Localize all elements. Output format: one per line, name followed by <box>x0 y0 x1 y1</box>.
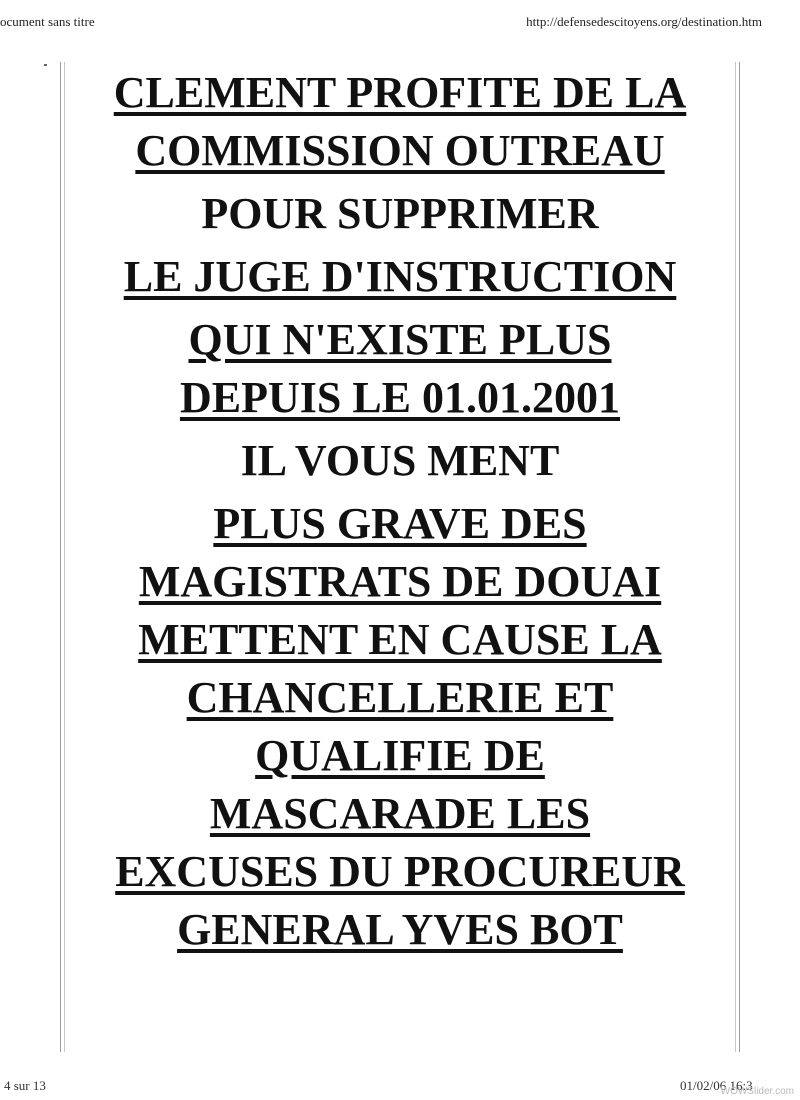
watermark-logo: WOWSlider.com <box>720 1086 794 1097</box>
headline-line <box>66 785 734 843</box>
headline-line <box>66 669 734 727</box>
headline-text: PLUS GRAVE DES <box>213 499 587 548</box>
page-frame-left-rule <box>60 62 61 1052</box>
headline-text: EXCUSES DU PROCUREUR <box>115 847 685 896</box>
headline-line <box>66 369 734 427</box>
print-footer-page-indicator: 4 sur 13 <box>4 1078 46 1093</box>
headline-line <box>66 122 734 180</box>
headline-text: DEPUIS LE 01.01.2001 <box>179 373 621 422</box>
headline-text: COMMISSION OUTREAU <box>135 126 665 175</box>
headline-text: METTENT EN CAUSE LA <box>138 615 662 664</box>
headline-line <box>66 727 734 785</box>
headline-text: MASCARADE LES <box>209 789 591 838</box>
headline-line <box>66 311 734 369</box>
headline-text: QUI N'EXISTE PLUS <box>188 315 612 364</box>
headline-line <box>66 495 734 553</box>
page-frame-right-rule <box>739 62 740 1052</box>
headline-line <box>66 64 734 122</box>
headline-line <box>66 843 734 901</box>
print-header-url: http://defensedescitoyens.org/destination.htm <box>526 14 762 29</box>
headline-line <box>66 901 734 959</box>
headline-text: GENERAL YVES BOT <box>177 905 623 954</box>
print-footer-date: 01/02/06 16:3 <box>680 1078 753 1093</box>
headline-line <box>66 611 734 669</box>
page-frame-right-rule-inner <box>735 62 736 1052</box>
headline-text: CLEMENT PROFITE DE LA <box>113 68 687 117</box>
headline-block <box>66 64 734 959</box>
headline-line <box>66 248 734 306</box>
scan-mark <box>44 64 47 66</box>
headline-text: LE JUGE D'INSTRUCTION <box>123 252 677 301</box>
print-header-document-title: ocument sans titre <box>0 14 95 29</box>
headline-text: CHANCELLERIE ET <box>186 673 614 722</box>
headline-line <box>66 432 734 490</box>
headline-text: IL VOUS MENT <box>240 436 560 485</box>
headline-text: POUR SUPPRIMER <box>201 189 599 238</box>
headline-line <box>66 185 734 243</box>
headline-line <box>66 553 734 611</box>
headline-text: MAGISTRATS DE DOUAI <box>138 557 662 606</box>
headline-text: QUALIFIE DE <box>255 731 545 780</box>
page-frame-left-rule-inner <box>64 62 65 1052</box>
